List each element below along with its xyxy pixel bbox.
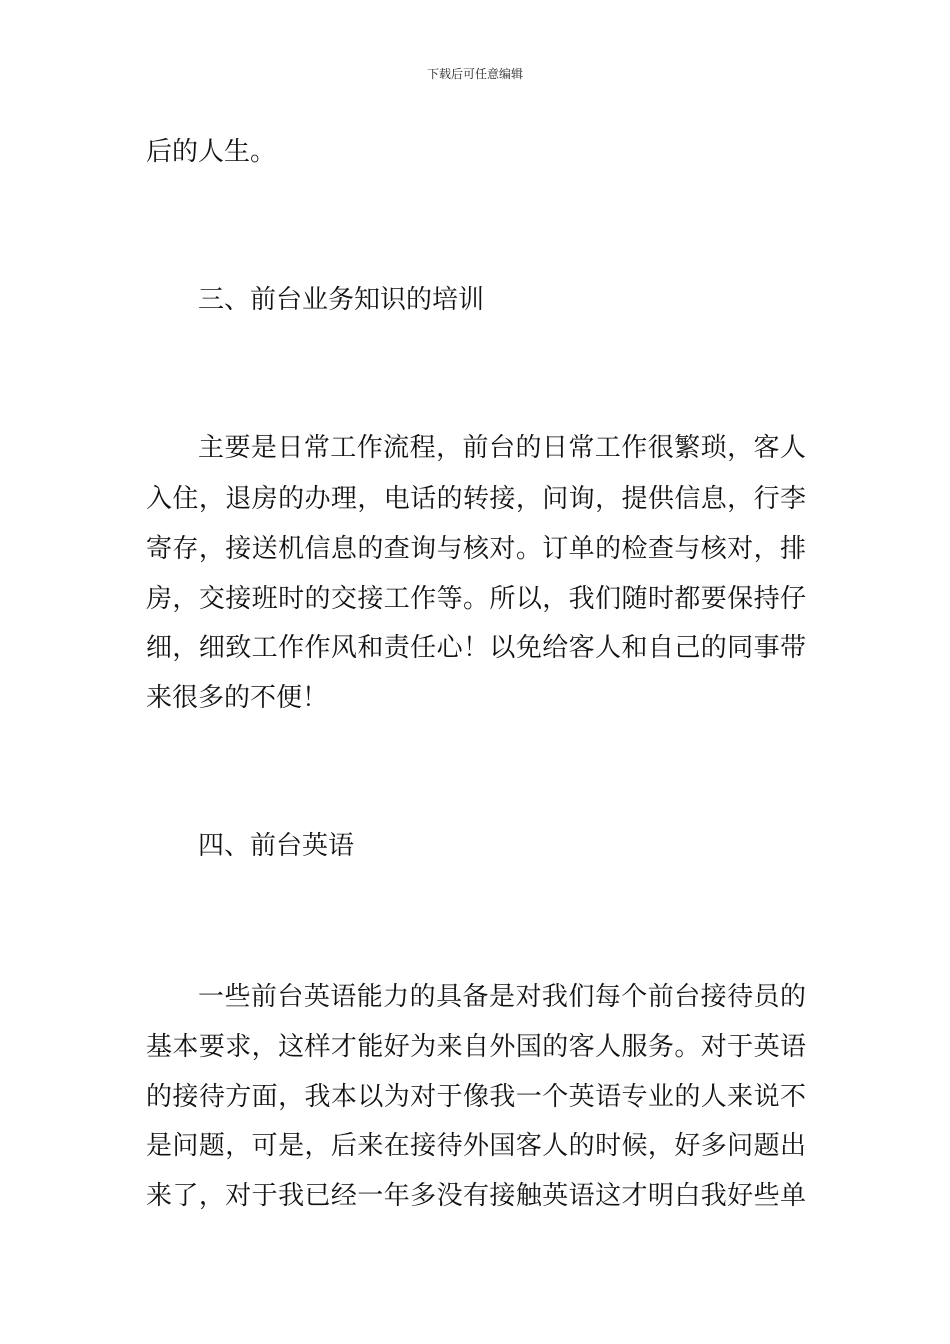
- paragraph-line: 入住，退房的办理，电话的转接，问询，提供信息，行李: [146, 484, 806, 514]
- paragraph-line: 房，交接班时的交接工作等。所以，我们随时都要保持仔: [146, 584, 806, 614]
- paragraph-line: 的接待方面，我本以为对于像我一个英语专业的人来说不: [146, 1082, 806, 1112]
- paragraph-line: 来了，对于我已经一年多没有接触英语这才明白我好些单: [146, 1181, 806, 1211]
- page-header: 下载后可任意编辑: [426, 67, 523, 81]
- paragraph-line: 后的人生。: [146, 137, 277, 167]
- paragraph-line: 基本要求，这样才能好为来自外国的客人服务。对于英语: [146, 1032, 806, 1062]
- paragraph-line: 细，细致工作作风和责任心！以免给客人和自己的同事带: [146, 633, 806, 663]
- paragraph-line: 主要是日常工作流程，前台的日常工作很繁琐，客人: [198, 433, 806, 463]
- paragraph-line: 来很多的不便！: [146, 683, 329, 713]
- section-heading: 三、前台业务知识的培训: [198, 285, 485, 315]
- paragraph-line: 是问题，可是，后来在接待外国客人的时候，好多问题出: [146, 1131, 806, 1161]
- section-heading: 四、前台英语: [198, 831, 355, 861]
- paragraph-line: 一些前台英语能力的具备是对我们每个前台接待员的: [198, 982, 806, 1012]
- paragraph-line: 寄存，接送机信息的查询与核对。订单的检查与核对，排: [146, 534, 806, 564]
